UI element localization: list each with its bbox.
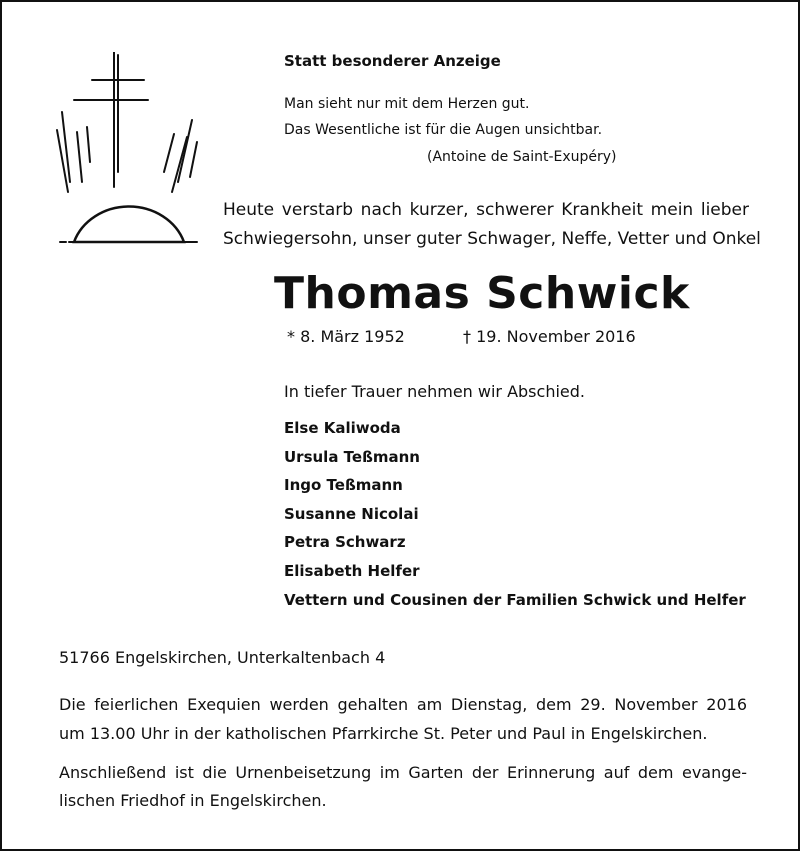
mourner-name: Petra Schwarz <box>284 533 406 552</box>
notice-header: Statt besonderer Anzeige <box>284 52 501 70</box>
intro-line-1: Heute verstarb nach kurzer, schwerer Krankheit mein lieber <box>223 200 749 220</box>
mourner-name: Else Kaliwoda <box>284 419 401 437</box>
mourning-line: In tiefer Trauer nehmen wir Abschied. <box>284 382 585 401</box>
cross-sunrise-icon <box>52 52 202 252</box>
mourner-name: Elisabeth Helfer <box>284 561 420 580</box>
address: 51766 Engelskirchen, Unterkaltenbach 4 <box>59 648 386 667</box>
quote-line-2: Das Wesentliche ist für die Augen unsichtbar. <box>284 122 603 138</box>
birth-date: * 8. März 1952 <box>287 327 405 346</box>
exequien-line-2: um 13.00 Uhr in der katholischen Pfarrkirche St. Peter und Paul in Engelskirchen. <box>59 724 708 743</box>
death-date: † 19. November 2016 <box>463 327 636 346</box>
quote-author: (Antoine de Saint-Exupéry) <box>427 149 617 165</box>
mourner-name: Vettern und Cousinen der Familien Schwick und Helfer <box>284 590 746 609</box>
burial-line-2: lischen Friedhof in Engelskirchen. <box>59 791 327 810</box>
exequien-line-1: Die feierlichen Exequien werden gehalten am Dienstag, dem 29. November 2016 <box>59 695 747 714</box>
mourner-name: Ursula Teßmann <box>284 447 420 466</box>
quote-line-1: Man sieht nur mit dem Herzen gut. <box>284 96 530 112</box>
deceased-name: Thomas Schwick <box>274 268 690 319</box>
mourner-name: Susanne Nicolai <box>284 504 419 523</box>
mourner-list <box>284 414 746 614</box>
intro-line-2: Schwiegersohn, unser guter Schwager, Neffe, Vetter und Onkel <box>223 229 761 249</box>
mourner-name: Ingo Teßmann <box>284 476 403 495</box>
burial-line-1: Anschließend ist die Urnenbeisetzung im Garten der Erinnerung auf dem evange- <box>59 763 747 782</box>
